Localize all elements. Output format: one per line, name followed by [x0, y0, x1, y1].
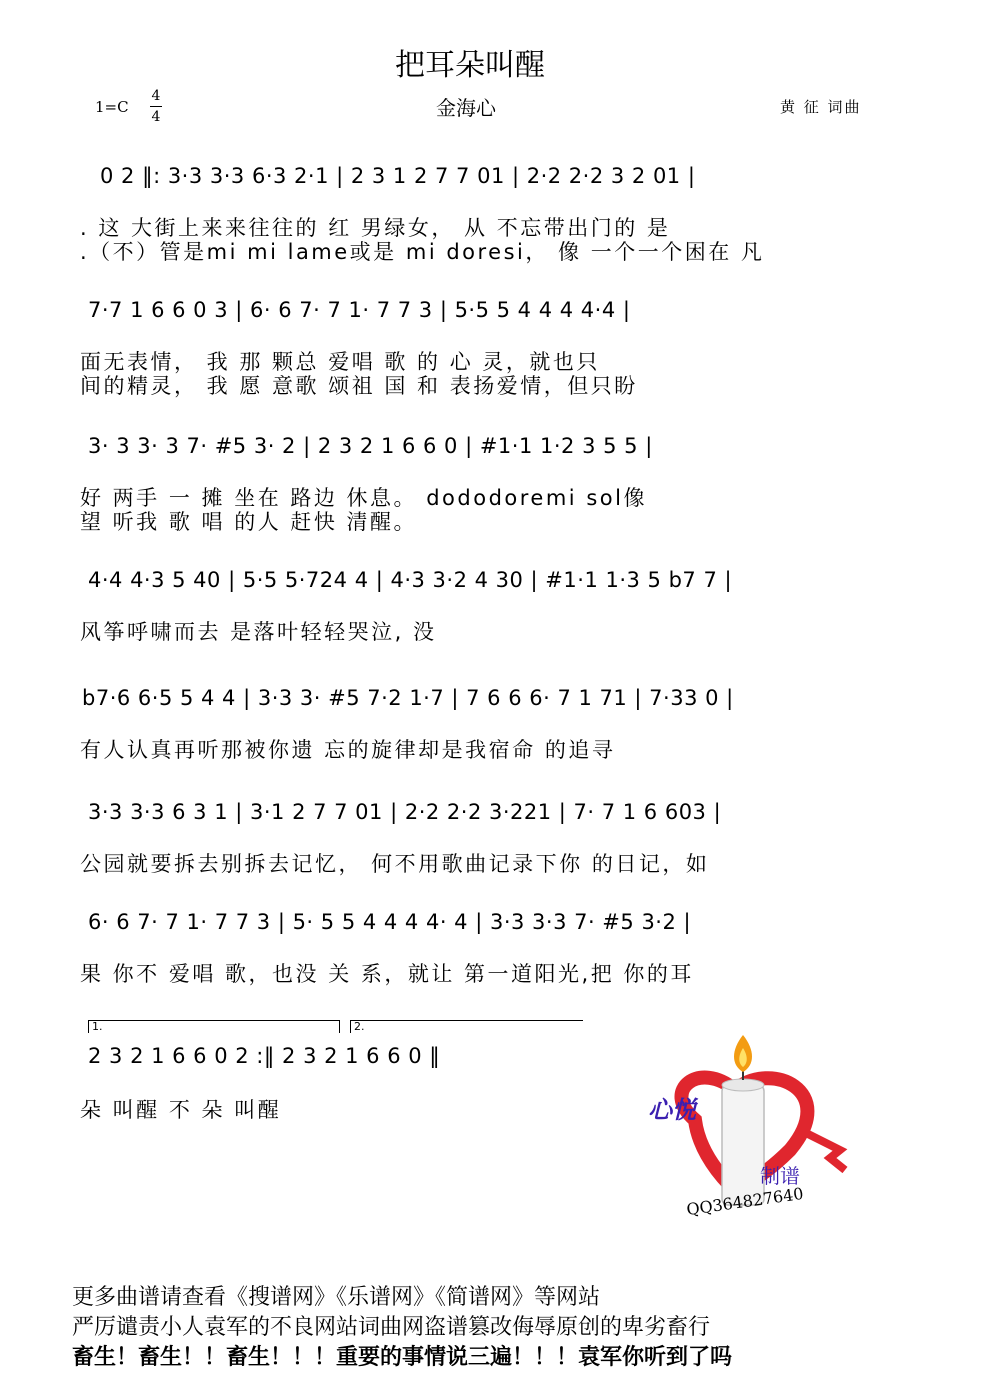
lyric-row-8: 朵 叫醒 不 朵 叫醒 — [80, 1098, 282, 1122]
notation-row-4: 4·4 4·3 5 40 | 5·5 5·724 4 | 4·3 3·2 4 30 | #1·1 1·3 5 b7 7 | — [88, 568, 733, 592]
notation-row-7: 6· 6 7· 7 1· 7 7 3 | 5· 5 5 4 4 4 4· 4 | 3·3 3·3 7· #5 3·2 | — [88, 910, 692, 934]
notation-row-8: 2 3 2 1 6 6 0 2 :‖ 2 3 2 1 6 6 0 ‖ — [88, 1044, 441, 1068]
key-signature: 1=C — [95, 98, 129, 116]
time-signature-top: 4 — [151, 88, 161, 104]
notation-row-2: 7·7 1 6 6 0 3 | 6· 6 7· 7 1· 7 7 3 | 5·5 5 4 4 4 4·4 | — [88, 298, 631, 322]
lyric-row-2-verse-1: 面无表情， 我 那 颗总 爱唱 歌 的 心 灵，就也只 — [80, 350, 600, 374]
lyric-row-5: 有人认真再听那被你遗 忘的旋律却是我宿命 的追寻 — [80, 738, 616, 762]
composer-credit: 黄 征 词曲 — [780, 98, 862, 116]
footer-line-1: 更多曲谱请查看《搜谱网》《乐谱网》《简谱网》等网站 — [72, 1285, 601, 1310]
logo-mark-text: 心悦 — [648, 1096, 696, 1124]
lyric-row-1-verse-1: . 这 大街上来来往往的 红 男绿女， 从 不忘带出门的 是 — [80, 216, 671, 240]
volta-number-1: 1. — [92, 1020, 103, 1033]
lyric-row-2-verse-2: 间的精灵， 我 愿 意歌 颂祖 国 和 表扬爱情，但只盼 — [80, 374, 638, 398]
volta-bracket-1 — [88, 1020, 340, 1033]
lyric-row-1-verse-2: .（不）管是mi mi lame或是 mi doresi， 像 一个一个困在 凡 — [80, 240, 765, 264]
footer-line-3: 畜生！畜生！！畜生！！！重要的事情说三遍！！！袁军你听到了吗 — [72, 1345, 733, 1370]
logo-made-by: 制谱 — [760, 1164, 800, 1188]
logo-qq-number: QQ364827640 — [685, 1183, 805, 1220]
notation-row-3: 3· 3 3· 3 7· #5 3· 2 | 2 3 2 1 6 6 0 | #1·1 1·2 3 5 5 | — [88, 434, 653, 458]
time-signature-bottom: 4 — [151, 109, 161, 125]
lyric-row-6: 公园就要拆去别拆去记忆， 何不用歌曲记录下你 的日记，如 — [80, 852, 710, 876]
lyric-row-3-verse-1: 好 两手 一 摊 坐在 路边 休息。 dododoremi sol像 — [80, 486, 647, 510]
notation-row-5: b7·6 6·5 5 4 4 | 3·3 3· #5 7·2 1·7 | 7 6 6 6· 7 1 71 | 7·33 0 | — [82, 686, 734, 710]
footer-line-2: 严厉谴责小人袁军的不良网站词曲网盗谱篡改侮辱原创的卑劣畜行 — [72, 1315, 711, 1340]
song-title: 把耳朵叫醒 — [395, 48, 545, 83]
volta-bracket-2 — [350, 1020, 583, 1033]
lyric-row-3-verse-2: 望 听我 歌 唱 的人 赶快 清醒。 — [80, 510, 418, 534]
time-signature — [150, 86, 162, 127]
singer-name: 金海心 — [436, 96, 496, 120]
lyric-row-4: 风筝呼啸而去 是落叶轻轻哭泣, 没 — [80, 620, 437, 644]
lyric-row-7: 果 你不 爱唱 歌，也没 关 系，就让 第一道阳光,把 你的耳 — [80, 962, 694, 986]
notation-row-1: 0 2 ‖: 3·3 3·3 6·3 2·1 | 2 3 1 2 7 7 01 | 2·2 2·2 3 2 01 | — [100, 164, 696, 188]
volta-number-2: 2. — [354, 1020, 365, 1033]
notation-row-6: 3·3 3·3 6 3 1 | 3·1 2 7 7 01 | 2·2 2·2 3·221 | 7· 7 1 6 603 | — [88, 800, 722, 824]
